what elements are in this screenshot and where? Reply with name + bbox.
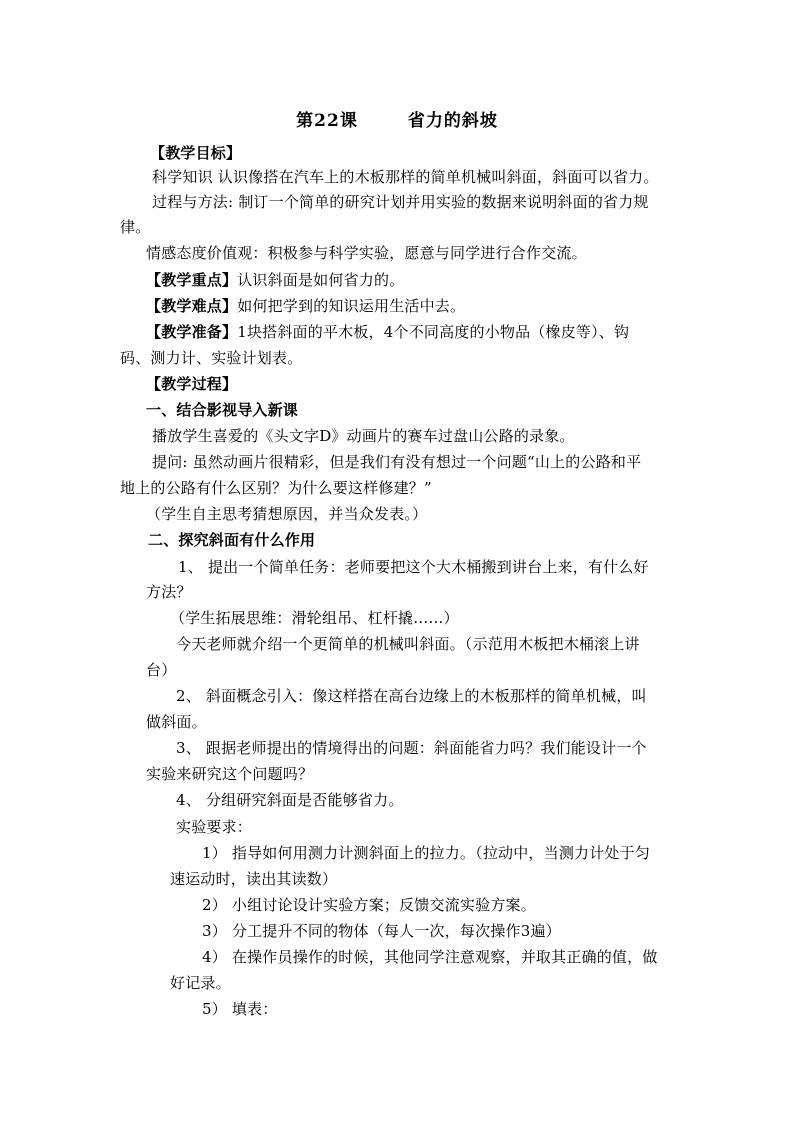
paragraph-line: 码、测力计、实验计划表。: [120, 349, 303, 367]
paragraph-line: 情感态度价值观：积极参与科学实验，愿意与同学进行合作交流。: [146, 244, 587, 262]
paragraph-line: 地上的公路有什么区别？为什么要这样修建？”: [120, 479, 432, 497]
list-item: 5） 填表：: [202, 1000, 278, 1018]
paragraph-line: 过程与方法: 制订一个简单的研究计划并用实验的数据来说明斜面的省力规: [152, 193, 649, 211]
paragraph-line: 实验要求：: [176, 818, 253, 836]
list-item: 4） 在操作员操作的时候，其他同学注意观察，并取其正确的值，做: [202, 948, 658, 966]
paragraph-line: 1、 提出一个简单任务：老师要把这个大木桶搬到讲台上来，有什么好: [178, 558, 649, 576]
paragraph-line: （学生拓展思维：滑轮组吊、杠杆撬……）: [170, 609, 459, 627]
lesson-number: 第22课: [296, 111, 358, 131]
heading-process: 【教学过程】: [146, 375, 238, 393]
paragraph-line: 4、 分组研究斜面是否能够省力。: [176, 791, 404, 809]
paragraph-line: （学生自主思考猜想原因，并当众发表。）: [146, 505, 428, 523]
heading-objectives: 【教学目标】: [150, 144, 242, 162]
paragraph-line: 实验来研究这个问题吗？: [146, 765, 314, 783]
lesson-name: 省力的斜坡: [407, 111, 498, 131]
list-item: 1） 指导如何用测力计测斜面上的拉力。（拉动中，当测力计处于匀: [202, 844, 651, 862]
paragraph-line: 台）: [146, 661, 177, 679]
paragraph-line: 好记录。: [170, 974, 231, 992]
list-item: 2） 小组讨论设计实验方案；反馈交流实验方案。: [202, 896, 536, 914]
paragraph-line: 播放学生喜爱的《头文字D》动画片的赛车过盘山公路的录象。: [152, 427, 575, 445]
paragraph-line: 科学知识 认识像搭在汽车上的木板那样的简单机械叫斜面，斜面可以省力。: [152, 168, 659, 186]
section-heading-2: 二、探究斜面有什么作用: [148, 531, 316, 549]
page-title: [0, 106, 794, 131]
heading-difficulties: 【教学难点】如何把学到的知识运用生活中去。: [146, 297, 466, 315]
list-item: 3） 分工提升不同的物体（每人一次，每次操作3遍）: [202, 922, 561, 940]
paragraph-line: 提问: 虽然动画片很精彩，但是我们有没有想过一个问题“山上的公路和平: [152, 453, 642, 471]
paragraph-line: 律。: [120, 218, 151, 236]
heading-key-points: 【教学重点】认识斜面是如何省力的。: [146, 271, 405, 289]
section-heading-1: 一、结合影视导入新课: [146, 401, 299, 419]
paragraph-line: 3、 跟据老师提出的情境得出的问题：斜面能省力吗？我们能设计一个: [176, 739, 647, 757]
paragraph-line: 2、 斜面概念引入：像这样搭在高台边缘上的木板那样的简单机械，叫: [176, 687, 647, 705]
heading-preparation: 【教学准备】1块搭斜面的平木板，4个不同高度的小物品（橡皮等）、钩: [146, 323, 630, 341]
paragraph-line: 做斜面。: [146, 713, 207, 731]
paragraph-line: 方法？: [146, 583, 192, 601]
paragraph-line: 速运动时，读出其读数）: [170, 870, 338, 888]
paragraph-line: 今天老师就介绍一个更简单的机械叫斜面。（示范用木板把木桶滚上讲: [176, 635, 640, 653]
